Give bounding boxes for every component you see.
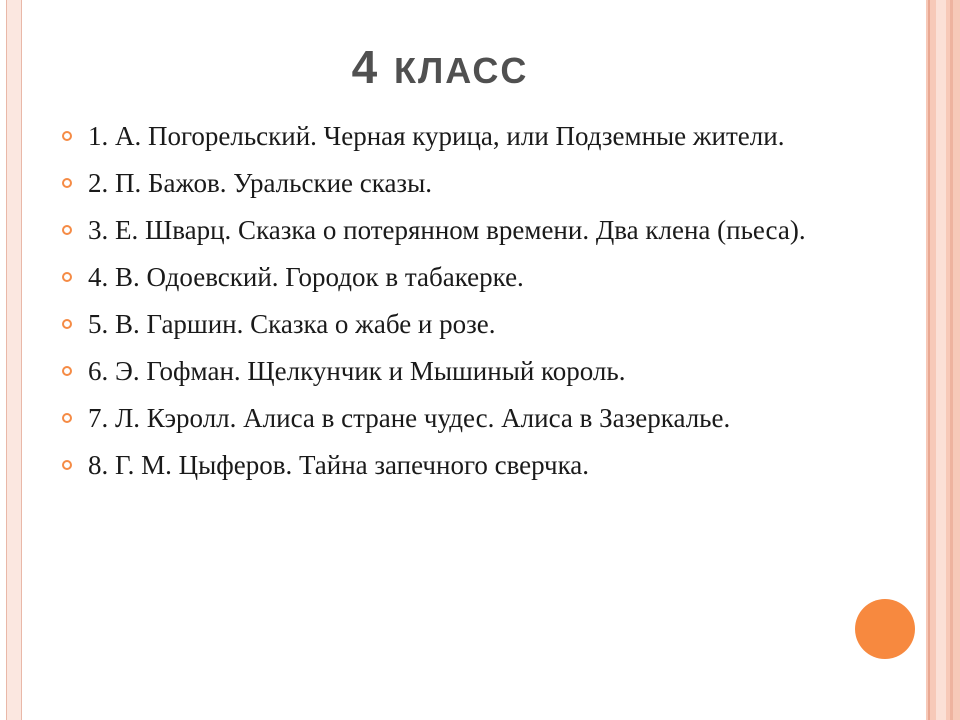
list-item-text: 8. Г. М. Цыферов. Тайна запечного сверчка.: [88, 450, 590, 480]
list-item-text: 7. Л. Кэролл. Алиса в стране чудес. Алиса в Зазеркалье.: [88, 403, 731, 433]
list-item-text: 1. А. Погорельский. Черная курица, или Подземные жители.: [88, 121, 785, 151]
circle-bullet-icon: [62, 131, 72, 141]
frame-stripe: [928, 0, 930, 720]
list-item-text: 6. Э. Гофман. Щелкунчик и Мышиный король.: [88, 356, 626, 386]
list-item-text: 3. Е. Шварц. Сказка о потерянном времени. Два клена (пьеса).: [88, 215, 806, 245]
right-frame-decoration: [926, 0, 960, 720]
slide-title: [0, 40, 880, 94]
circle-bullet-icon: [62, 460, 72, 470]
circle-bullet-icon: [62, 272, 72, 282]
list-item: [62, 305, 862, 343]
title-number: 4: [351, 41, 380, 93]
left-frame-decoration: [6, 0, 22, 720]
list-item-text: 4. В. Одоевский. Городок в табакерке.: [88, 262, 524, 292]
list-item: [62, 164, 862, 202]
title-word: КЛАСС: [394, 50, 529, 91]
list-item-text: 5. В. Гаршин. Сказка о жабе и розе.: [88, 309, 496, 339]
circle-bullet-icon: [62, 319, 72, 329]
circle-bullet-icon: [62, 366, 72, 376]
circle-bullet-icon: [62, 413, 72, 423]
circle-bullet-icon: [62, 225, 72, 235]
list-item: [62, 446, 862, 484]
frame-stripe: [950, 0, 953, 720]
frame-stripe: [936, 0, 946, 720]
list-item: [62, 211, 862, 249]
book-list: [62, 117, 862, 493]
list-item: [62, 117, 862, 155]
list-item: [62, 352, 862, 390]
list-item-text: 2. П. Бажов. Уральские сказы.: [88, 168, 432, 198]
list-item: [62, 399, 862, 437]
circle-bullet-icon: [62, 178, 72, 188]
orange-circle-decoration: [855, 599, 915, 659]
list-item: [62, 258, 862, 296]
